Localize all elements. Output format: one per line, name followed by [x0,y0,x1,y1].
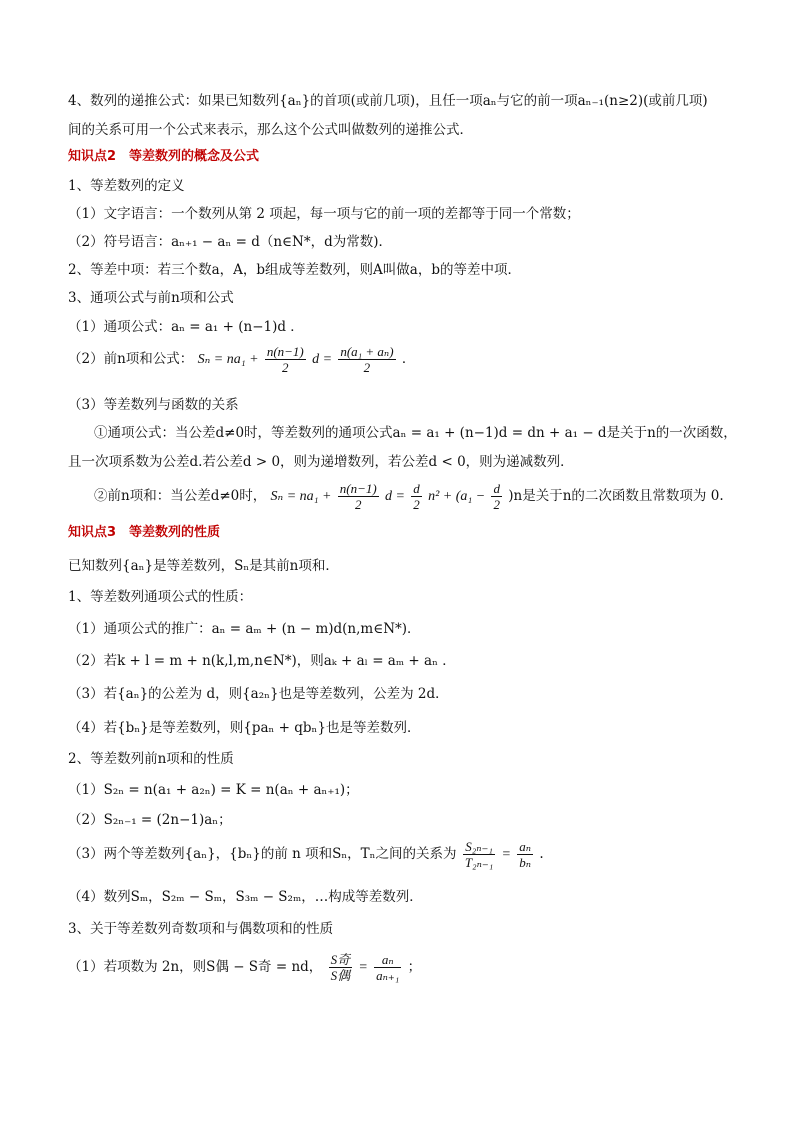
sum-function-fraction-3-denominator: 2 [493,497,500,512]
odd-even-property-1-line [68,950,421,984]
section-heading-3: 知识点3 等差数列的性质 [68,525,221,540]
recurrence-definition-line-1: 4、数列的递推公式：如果已知数列{aₙ}的首项(或前几项)，且任一项aₙ与它的前一项aₙ₋₁(n≥2)(或前几项) [68,93,708,109]
sum-function-mid-2: n² + (a₁ − [428,489,486,504]
sum-fraction-2-numerator: n(a₁ + aₙ) [340,344,394,359]
sum-property-3-line [68,837,544,871]
property-linear-combination: （4）若{bₙ}是等差数列，则{paₙ + qbₙ}也是等差数列． [68,720,421,736]
ratio-end: . [539,846,544,862]
sum-fraction-2 [338,344,395,375]
sum-fraction-1 [265,344,306,375]
formula-heading: 3、通项公式与前n项和公式 [68,290,234,306]
property-generalization: （1）通项公式的推广：aₙ = aₘ + (n − m)d(n,m∈N*)． [68,621,421,637]
sum-formula-end: ． [401,351,416,367]
definition-text-language: （1）文字语言：一个数列从第 2 项起，每一项与它的前一项的差都等于同一个常数； [68,206,580,222]
odd-even-heading: 3、关于等差数列奇数项和与偶数项和的性质 [68,921,334,937]
properties-intro: 已知数列{aₙ}是等差数列，Sₙ是其前n项和． [68,558,339,574]
recurrence-definition-line-2: 间的关系可用一个公式来表示，那么这个公式叫做数列的递推公式． [68,122,473,138]
odd-even-fraction-left-numerator: S奇 [330,952,351,967]
definition-symbol-language: （2）符号语言：aₙ₊₁ − aₙ = d（n∈N*，d为常数)． [68,234,392,250]
sum-function-fraction-2-numerator: d [413,481,420,496]
sum-formula-label: （2）前n项和公式： [68,351,194,367]
sum-function-fraction-3-numerator: d [493,481,500,496]
arithmetic-mean: 2、等差中项：若三个数a，A，b组成等差数列，则A叫做a，b的等差中项． [68,262,521,278]
property-index-sum: （2）若k + l = m + n(k,l,m,n∈N*)，则aₖ + aₗ = aₘ + aₙ ． [68,653,456,669]
sum-function-fraction-1 [338,481,379,512]
sum-function-label: ②前n项和：当公差d≠0时， [94,488,267,504]
general-term-function-line-2: 且一次项系数为公差d.若公差d > 0，则为递增数列，若公差d < 0，则为递减数列． [68,454,574,470]
ratio-fraction-right-numerator: aₙ [519,839,532,854]
sum-property-2: （2）S₂ₙ₋₁ = (2n−1)aₙ； [68,812,232,828]
odd-even-fraction-right [374,952,401,983]
property-even-subsequence: （3）若{aₙ}的公差为 d，则{a₂ₙ}也是等差数列，公差为 2d． [68,686,449,702]
odd-even-property-1-text: （1）若项数为 2n，则S偶 − S奇 = nd， [68,959,323,975]
general-term-formula: （1）通项公式：aₙ = a₁ + (n−1)d ． [68,319,304,335]
section-heading-2: 知识点2 等差数列的概念及公式 [68,149,260,164]
odd-even-fraction-right-denominator: aₙ₊₁ [376,968,400,983]
odd-even-end: ； [407,959,422,975]
sum-fraction-1-numerator: n(n−1) [266,344,304,359]
general-term-properties-heading: 1、等差数列通项公式的性质： [68,589,253,605]
ratio-fraction-left-denominator: T₂ₙ₋₁ [464,855,494,870]
function-relation-heading: （3）等差数列与函数的关系 [68,397,239,413]
sum-function-fraction-2 [411,481,422,512]
sum-fraction-1-denominator: 2 [282,360,289,375]
sum-formula-mid: d = [312,352,333,367]
odd-even-fraction-left-denominator: S偶 [330,968,351,983]
sum-formula-lhs: Sₙ = na₁ + [197,352,259,367]
sum-property-1: （1）S₂ₙ = n(a₁ + a₂ₙ) = K = n(aₙ + aₙ₊₁)； [68,782,359,798]
ratio-equals: = [501,847,511,862]
sum-function-fraction-1-denominator: 2 [355,497,362,512]
ratio-fraction-right-denominator: bₙ [519,855,532,870]
general-term-function-line-1: ①通项公式：当公差d≠0时，等差数列的通项公式aₙ = a₁ + (n−1)d = dn + a₁ − d是关于n的一次函数， [94,425,737,441]
sum-property-4: （4）数列Sₘ，S₂ₘ − Sₘ，S₃ₘ − S₂ₘ，…构成等差数列． [68,889,423,905]
sum-properties-heading: 2、等差数列前n项和的性质 [68,751,234,767]
sum-function-fraction-1-numerator: n(n−1) [339,481,377,496]
odd-even-equals: = [358,960,368,975]
odd-even-fraction-right-numerator: aₙ [374,952,401,968]
definition-heading: 1、等差数列的定义 [68,178,185,194]
ratio-fraction-right [517,839,533,870]
sum-fraction-2-denominator: 2 [363,360,371,375]
sum-function-lhs: Sₙ = na₁ + [270,489,332,504]
ratio-fraction-left [463,839,495,870]
sum-formula-line [68,342,415,376]
ratio-fraction-left-numerator: S₂ₙ₋₁ [463,839,495,855]
sum-function-fraction-3 [491,481,502,512]
sum-function-fraction-2-denominator: 2 [413,497,420,512]
odd-even-fraction-left [329,952,353,983]
sum-function-mid-1: d = [385,489,405,504]
sum-property-3-text: （3）两个等差数列{aₙ}，{bₙ}的前 n 项和Sₙ，Tₙ之间的关系为 [68,846,457,862]
sum-function-end: )n是关于n的二次函数且常数项为 0. [508,488,724,504]
sum-function-line [94,479,724,513]
